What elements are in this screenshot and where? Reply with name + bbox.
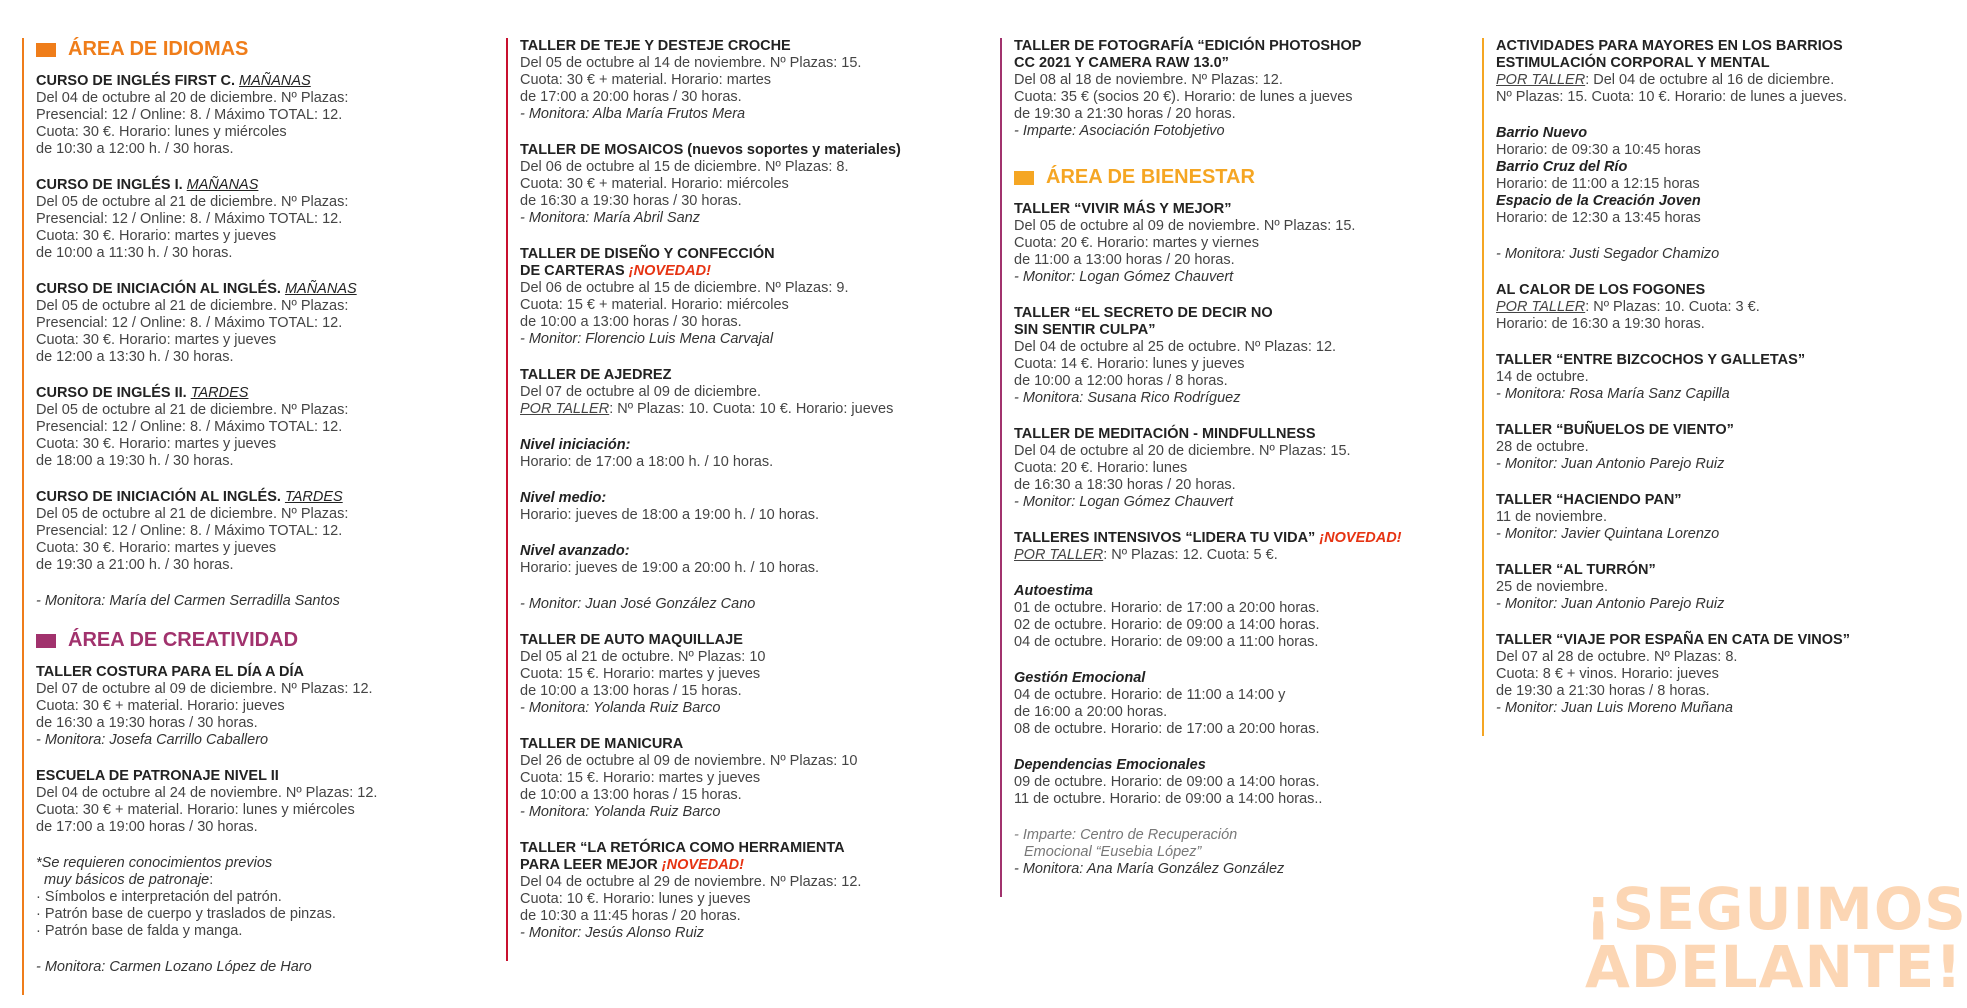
novedad-badge: ¡NOVEDAD! <box>1319 530 1402 546</box>
course-item: ACTIVIDADES PARA MAYORES EN LOS BARRIOS ESTIMULACIÓN CORPORAL Y MENTAL POR TALLER: Del 04 de octubre al 16 de diciembre. Nº Plazas: 15. Cuota: 10 €. Horario: de lunes a jueves. <box>1496 38 1848 105</box>
patronaje-note: *Se requieren conocimientos previos muy básicos de patronaje: · Símbolos e interpretación del patrón. · Patrón base de cuerpo y traslados de pinzas. · Patrón base de falda y manga. <box>36 855 336 939</box>
course-item: TALLER “ENTRE BIZCOCHOS Y GALLETAS” 14 de octubre. - Monitora: Rosa María Sanz Capilla <box>1496 352 1906 403</box>
monitor-name: - Monitora: Justi Segador Chamizo <box>1496 246 1720 262</box>
column-talleres <box>506 38 975 961</box>
monitor-name: - Monitora: Susana Rico Rodríguez <box>1014 390 1241 406</box>
course-item: TALLERES INTENSIVOS “LIDERA TU VIDA” ¡NOVEDAD! POR TALLER: Nº Plazas: 12. Cuota: 5 €. <box>1014 530 1402 563</box>
course-item: TALLER DE AJEDREZ Del 07 de octubre al 09 de diciembre. POR TALLER: Nº Plazas: 10. Cuota: 10 €. Horario: jueves <box>520 367 894 417</box>
area-idiomas-heading: ÁREA DE IDIOMAS <box>36 38 491 61</box>
course-item: TALLER “LA RETÓRICA COMO HERRAMIENTA PARA LEER MEJOR ¡NOVEDAD! Del 04 de octubre al 29 de noviembre. Nº Plazas: 12. Cuota: 10 €. Horario: lunes y jueves de 10:30 a 11:45 horas / 20 horas. - Monitor: Jesús Alonso Ruiz <box>520 840 975 942</box>
monitor-name: - Monitora: Rosa María Sanz Capilla <box>1496 386 1730 402</box>
course-item: TALLER COSTURA PARA EL DÍA A DÍA Del 07 de octubre al 09 de diciembre. Nº Plazas: 12. Cuota: 30 € + material. Horario: jueves de 16:30 a 19:30 horas / 30 horas. - Monitora: Josefa Carrillo Caballero <box>36 664 491 749</box>
course-item: TALLER DE AUTO MAQUILLAJE Del 05 al 21 de octubre. Nº Plazas: 10 Cuota: 15 €. Horario: martes y jueves de 10:00 a 13:00 horas / 15 horas. - Monitora: Yolanda Ruiz Barco <box>520 632 975 717</box>
level-item: Nivel medio: Horario: jueves de 18:00 a 19:00 h. / 10 horas. <box>520 490 820 523</box>
level-item: Nivel avanzado: Horario: jueves de 19:00 a 20:00 h. / 10 horas. <box>520 543 820 576</box>
course-item: TALLER “VIAJE POR ESPAÑA EN CATA DE VINOS” Del 07 al 28 de octubre. Nº Plazas: 8. Cuota: 8 € + vinos. Horario: jueves de 19:30 a 21:30 horas / 8 horas. - Monitor: Juan Luis Moreno Muñana <box>1496 632 1906 717</box>
monitor-name: - Monitor: Juan Antonio Parejo Ruiz <box>1496 596 1725 612</box>
column-mayores <box>1482 38 1906 736</box>
course-item: TALLER “VIVIR MÁS Y MEJOR” Del 05 de octubre al 09 de noviembre. Nº Plazas: 15. Cuota: 20 €. Horario: martes y viernes de 11:00 a 13:00 horas / 20 horas. - Monitor: Logan Gómez Chauvert <box>1014 201 1474 286</box>
monitor-name: - Monitor: Juan José González Cano <box>520 596 756 612</box>
imparte-block: - Imparte: Centro de Recuperación Emocional “Eusebia López” - Monitora: Ana María González González <box>1014 827 1474 878</box>
session-group: Autoestima 01 de octubre. Horario: de 17:00 a 20:00 horas. 02 de octubre. Horario: de 09:00 a 14:00 horas. 04 de octubre. Horario: de 09:00 a 11:00 horas. <box>1014 583 1320 650</box>
course-item: TALLER DE DISEÑO Y CONFECCIÓN DE CARTERAS ¡NOVEDAD! Del 06 de octubre al 15 de diciembre. Nº Plazas: 9. Cuota: 15 € + material. Horario: miércoles de 10:00 a 13:00 horas / 30 horas. - Monitor: Florencio Luis Mena Carvajal <box>520 246 975 348</box>
column-bienestar <box>1000 38 1474 897</box>
square-icon <box>36 634 56 648</box>
course-item: TALLER “AL TURRÓN” 25 de noviembre. - Monitor: Juan Antonio Parejo Ruiz <box>1496 562 1906 613</box>
monitor-name: - Monitora: María Abril Sanz <box>520 210 700 226</box>
monitor-name: - Imparte: Asociación Fotobjetivo <box>1014 123 1225 139</box>
monitor-name: - Monitora: Josefa Carrillo Caballero <box>36 732 269 748</box>
course-item: TALLER “HACIENDO PAN” 11 de noviembre. - Monitor: Javier Quintana Lorenzo <box>1496 492 1906 543</box>
monitor-name: - Monitora: Ana María González González <box>1014 861 1285 877</box>
square-icon <box>36 43 56 57</box>
course-item: TALLER “BUÑUELOS DE VIENTO” 28 de octubre. - Monitor: Juan Antonio Parejo Ruiz <box>1496 422 1906 473</box>
monitor-name: - Monitor: Jesús Alonso Ruiz <box>520 925 705 941</box>
level-item: Nivel iniciación: Horario: de 17:00 a 18:00 h. / 10 horas. <box>520 437 774 470</box>
course-item: CURSO DE INGLÉS I. MAÑANAS Del 05 de octubre al 21 de diciembre. Nº Plazas: Presencial: 12 / Online: 8. / Máximo TOTAL: 12. Cuota: 30 €. Horario: martes y jueves de 10:00 a 11:30 h. / 30 horas. <box>36 177 349 261</box>
course-item: TALLER DE MOSAICOS (nuevos soportes y materiales) Del 06 de octubre al 15 de diciembre. Nº Plazas: 8. Cuota: 30 € + material. Horario: miércoles de 16:30 a 19:30 horas / 30 horas. - Monitora: María Abril Sanz <box>520 142 975 227</box>
monitor-name: - Monitora: María del Carmen Serradilla Santos <box>36 593 340 609</box>
monitor-name: - Monitora: Yolanda Ruiz Barco <box>520 804 721 820</box>
brand-slogan: ¡SEGUIMOS ADELANTE! <box>1585 875 1967 1001</box>
monitor-name: - Monitor: Juan Antonio Parejo Ruiz <box>1496 456 1725 472</box>
column-idiomas <box>22 38 491 995</box>
course-item: CURSO DE INICIACIÓN AL INGLÉS. MAÑANAS Del 05 de octubre al 21 de diciembre. Nº Plazas: Presencial: 12 / Online: 8. / Máximo TOTAL: 12. Cuota: 30 €. Horario: martes y jueves de 12:00 a 13:30 h. / 30 horas. <box>36 281 357 365</box>
course-item: CURSO DE INGLÉS II. TARDES Del 05 de octubre al 21 de diciembre. Nº Plazas: Presencial: 12 / Online: 8. / Máximo TOTAL: 12. Cuota: 30 €. Horario: martes y jueves de 18:00 a 19:30 h. / 30 horas. <box>36 385 349 469</box>
area-bienestar-heading: ÁREA DE BIENESTAR <box>1014 166 1474 189</box>
course-item: ESCUELA DE PATRONAJE NIVEL II Del 04 de octubre al 24 de noviembre. Nº Plazas: 12. Cuota: 30 € + material. Horario: lunes y miércoles de 17:00 a 19:00 horas / 30 horas. <box>36 768 378 835</box>
monitor-name: - Monitora: Alba María Frutos Mera <box>520 106 746 122</box>
monitor-name: - Monitor: Javier Quintana Lorenzo <box>1496 526 1720 542</box>
course-item: TALLER DE MEDITACIÓN - MINDFULLNESS Del 04 de octubre al 20 de diciembre. Nº Plazas: 15. Cuota: 20 €. Horario: lunes de 16:30 a 18:30 horas / 20 horas. - Monitor: Logan Gómez Chauvert <box>1014 426 1474 511</box>
monitor-name: - Monitor: Florencio Luis Mena Carvajal <box>520 331 774 347</box>
places-list: Barrio Nuevo Horario: de 09:30 a 10:45 horas Barrio Cruz del Río Horario: de 11:00 a 12:15 horas Espacio de la Creación Joven Horario: de 12:30 a 13:45 horas <box>1496 125 1701 226</box>
session-group: Dependencias Emocionales 09 de octubre. Horario: de 09:00 a 14:00 horas. 11 de octubre. Horario: de 09:00 a 14:00 horas.. <box>1014 757 1323 807</box>
monitor-name: - Monitora: Carmen Lozano López de Haro <box>36 959 312 975</box>
course-item: CURSO DE INICIACIÓN AL INGLÉS. TARDES Del 05 de octubre al 21 de diciembre. Nº Plazas: Presencial: 12 / Online: 8. / Máximo TOTAL: 12. Cuota: 30 €. Horario: martes y jueves de 19:30 a 21:00 h. / 30 horas. <box>36 489 349 573</box>
monitor-name: - Monitor: Logan Gómez Chauvert <box>1014 494 1234 510</box>
monitor-name: - Monitora: Yolanda Ruiz Barco <box>520 700 721 716</box>
course-item: TALLER DE TEJE Y DESTEJE CROCHE Del 05 de octubre al 14 de noviembre. Nº Plazas: 15. Cuota: 30 € + material. Horario: martes de 17:00 a 20:00 horas / 30 horas. - Monitora: Alba María Frutos Mera <box>520 38 975 123</box>
course-item: AL CALOR DE LOS FOGONES POR TALLER: Nº Plazas: 10. Cuota: 3 €. Horario: de 16:30 a 19:30 horas. <box>1496 282 1760 332</box>
novedad-badge: ¡NOVEDAD! <box>628 263 711 279</box>
square-icon <box>1014 171 1034 185</box>
novedad-badge: ¡NOVEDAD! <box>661 857 744 873</box>
monitor-name: - Monitor: Logan Gómez Chauvert <box>1014 269 1234 285</box>
area-creatividad-heading: ÁREA DE CREATIVIDAD <box>36 629 491 652</box>
session-group: Gestión Emocional 04 de octubre. Horario: de 11:00 a 14:00 y de 16:00 a 20:00 horas. 08 de octubre. Horario: de 17:00 a 20:00 horas. <box>1014 670 1320 737</box>
course-item: TALLER DE FOTOGRAFÍA “EDICIÓN PHOTOSHOP CC 2021 Y CAMERA RAW 13.0” Del 08 al 18 de noviembre. Nº Plazas: 12. Cuota: 35 € (socios 20 €). Horario: de lunes a jueves de 19:30 a 21:30 horas / 20 horas. - Imparte: Asociación Fotobjetivo <box>1014 38 1474 140</box>
monitor-name: - Monitor: Juan Luis Moreno Muñana <box>1496 700 1733 716</box>
course-item: CURSO DE INGLÉS FIRST C. MAÑANAS Del 04 de octubre al 20 de diciembre. Nº Plazas: Presencial: 12 / Online: 8. / Máximo TOTAL: 12. Cuota: 30 €. Horario: lunes y miércoles de 10:30 a 12:00 h. / 30 horas. <box>36 73 349 157</box>
course-item: TALLER DE MANICURA Del 26 de octubre al 09 de noviembre. Nº Plazas: 10 Cuota: 15 €. Horario: martes y jueves de 10:00 a 13:00 horas / 15 horas. - Monitora: Yolanda Ruiz Barco <box>520 736 975 821</box>
course-item: TALLER “EL SECRETO DE DECIR NO SIN SENTIR CULPA” Del 04 de octubre al 25 de octubre. Nº Plazas: 12. Cuota: 14 €. Horario: lunes y jueves de 10:00 a 12:00 horas / 8 horas. - Monitora: Susana Rico Rodríguez <box>1014 305 1474 407</box>
